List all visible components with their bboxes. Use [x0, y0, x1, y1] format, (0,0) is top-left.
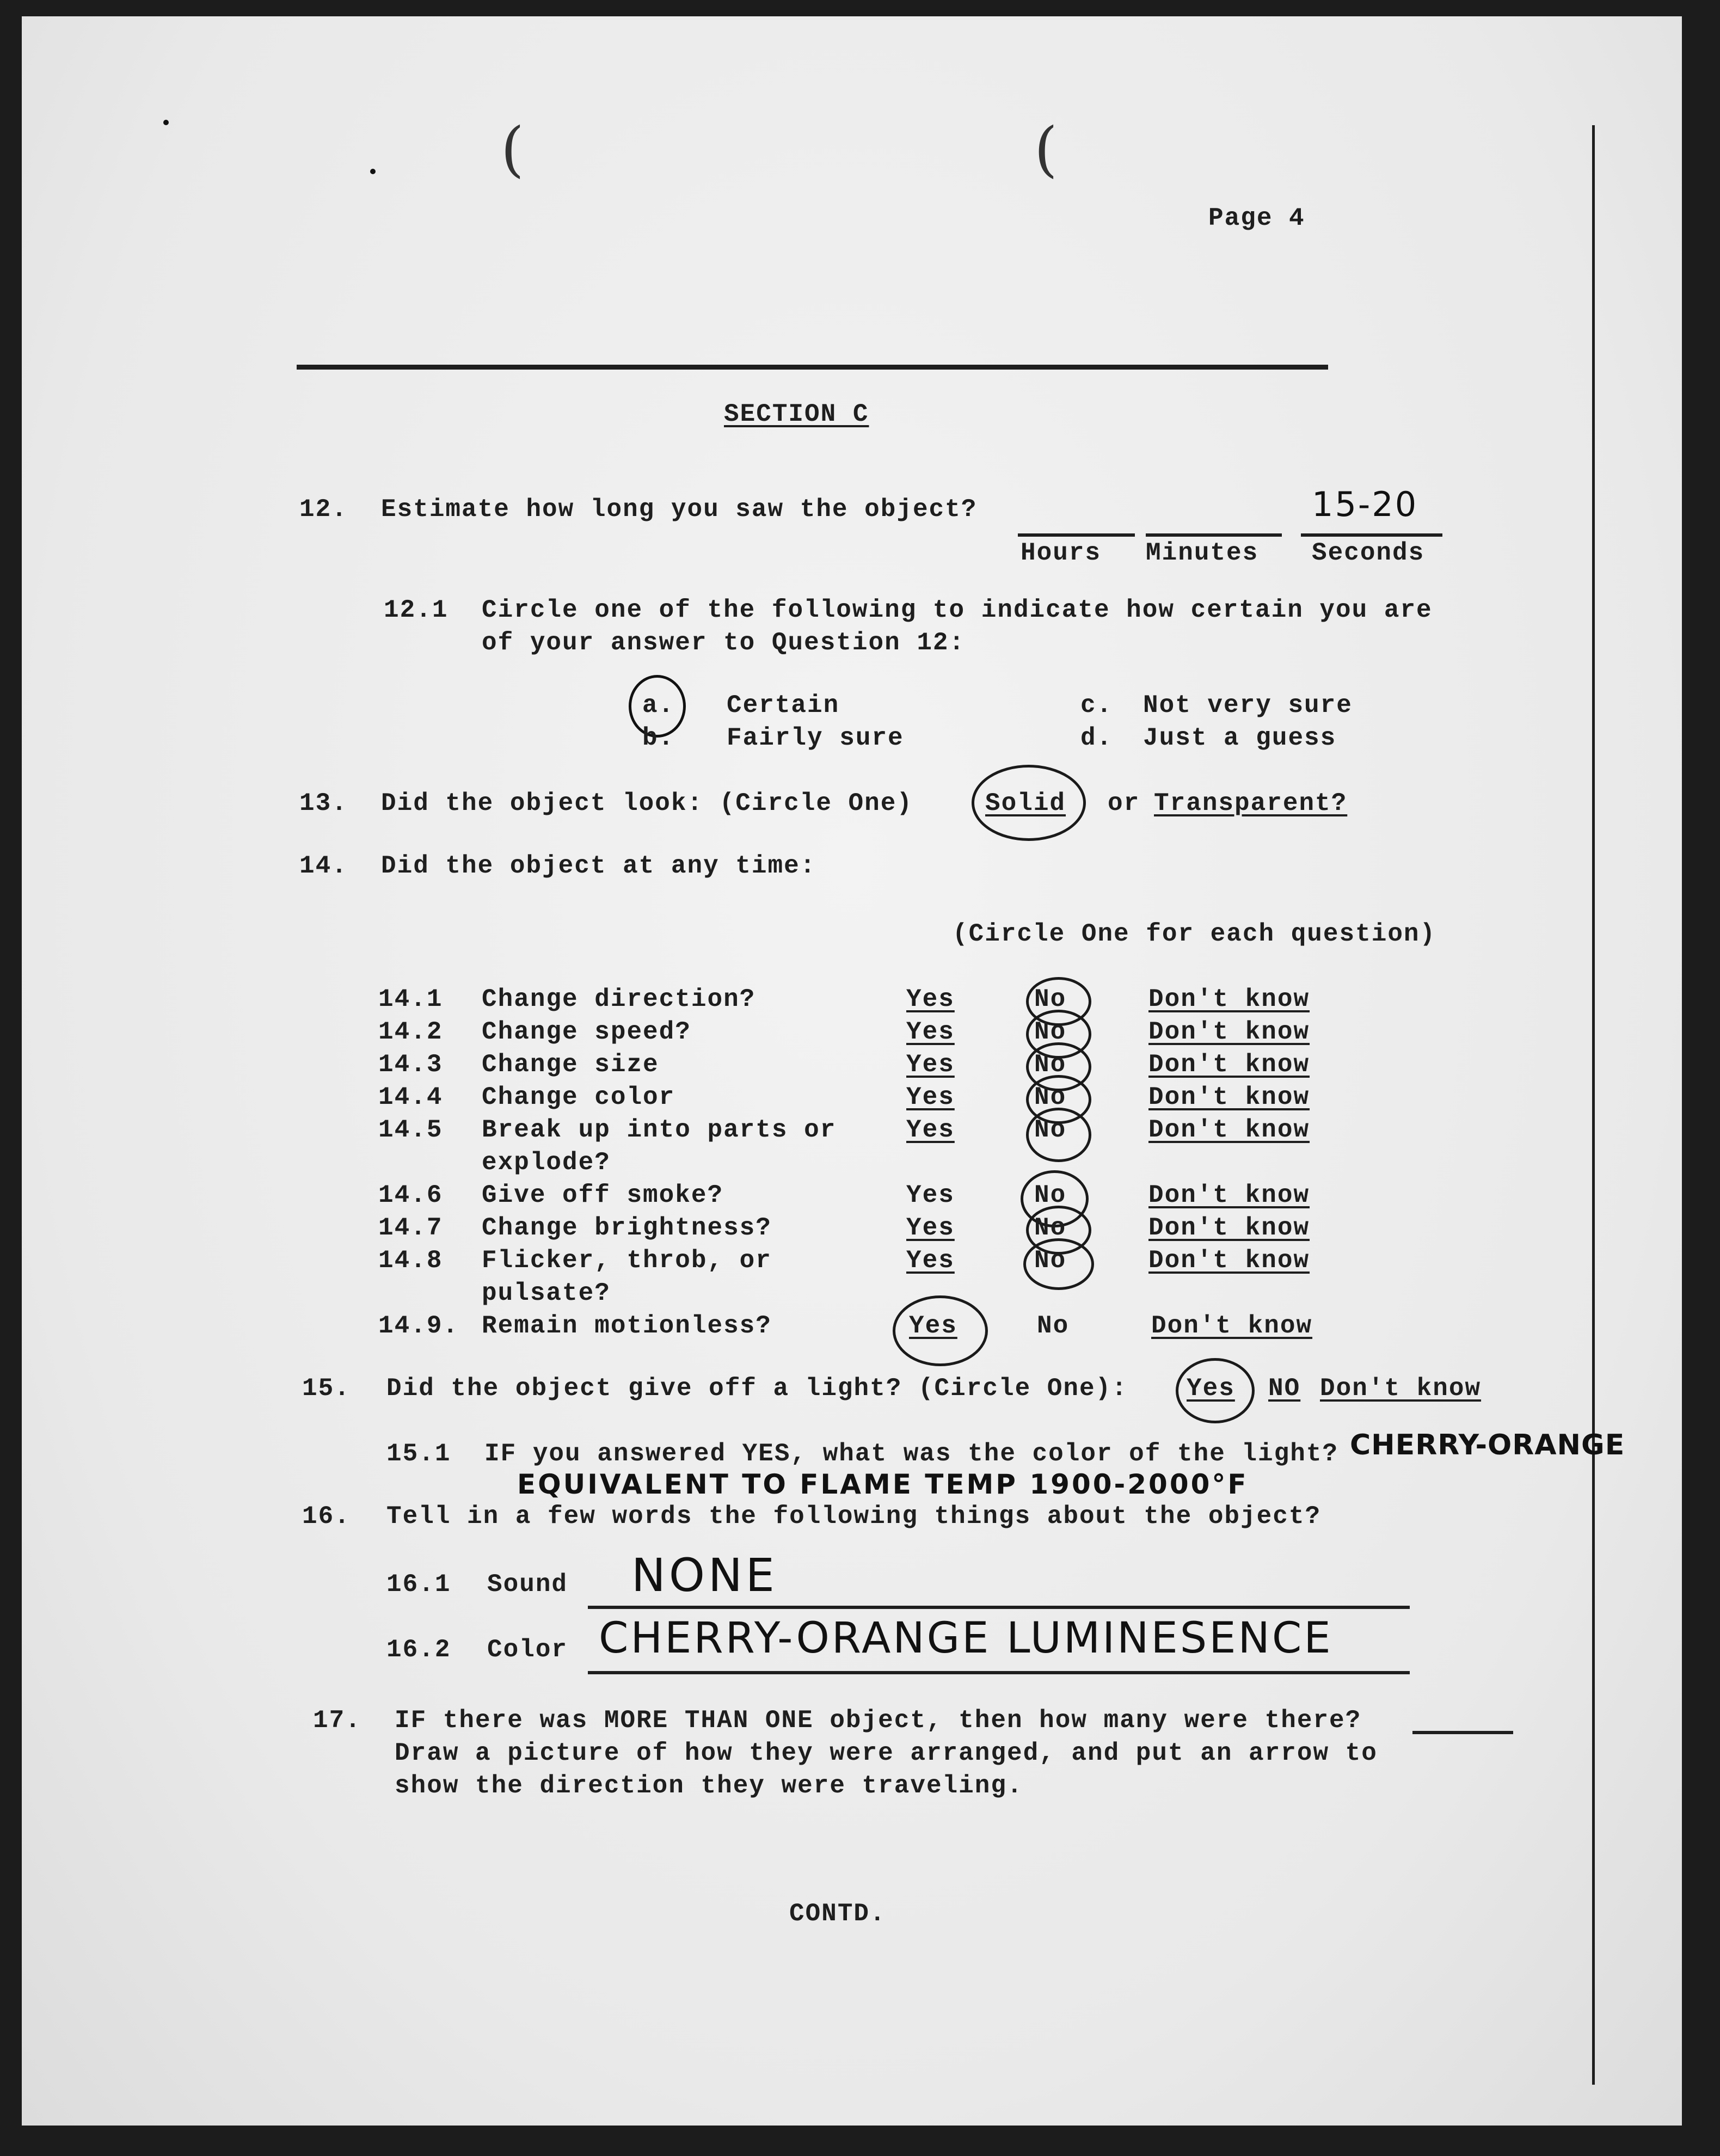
hours-line: [1018, 533, 1135, 537]
q14-item-number: 14.2: [378, 1018, 443, 1046]
q14-item-yes: Yes: [906, 1083, 955, 1111]
q14-item-dont-know: Don't know: [1148, 1051, 1310, 1079]
q13-number: 13.: [299, 789, 348, 818]
q14-item-no: No: [1037, 1312, 1070, 1340]
q17-line2: Draw a picture of how they were arranged, and put an arrow to: [395, 1739, 1378, 1767]
transparent-option: Transparent?: [1154, 789, 1348, 818]
q13-text: Did the object look: (Circle One): [381, 789, 913, 818]
q14-item-number: 14.3: [378, 1051, 443, 1079]
top-left-mark: (: [501, 114, 524, 184]
top-right-mark: (: [1034, 114, 1058, 184]
q14-item-number: 14.4: [378, 1083, 443, 1111]
minutes-line: [1146, 533, 1282, 537]
q14-item-label-line2: pulsate?: [482, 1279, 611, 1307]
q14-item-label: Change brightness?: [482, 1214, 772, 1242]
q12-1-number: 12.1: [384, 596, 449, 624]
option-c-letter: c.: [1080, 691, 1113, 720]
speck: [163, 120, 169, 125]
light-color-answer: CHERRY-ORANGE: [1350, 1429, 1625, 1461]
q14-item-dont-know: Don't know: [1148, 1246, 1310, 1275]
q12-1-line1: Circle one of the following to indicate how certain you are: [482, 596, 1433, 624]
q14-item-label: Change direction?: [482, 985, 756, 1013]
q14-item-dont-know: Don't know: [1148, 1181, 1310, 1209]
q14-item-yes: Yes: [906, 1051, 955, 1079]
q16-2-number: 16.2: [386, 1636, 451, 1664]
continued-label: CONTD.: [789, 1900, 886, 1928]
option-b-label: Fairly sure: [727, 724, 904, 752]
q15-1-text: IF you answered YES, what was the color of the light?: [484, 1440, 1339, 1468]
q15-number: 15.: [302, 1374, 351, 1403]
hours-label: Hours: [1021, 539, 1102, 567]
q14-item-number: 14.8: [378, 1246, 443, 1275]
q14-item-label: Change speed?: [482, 1018, 691, 1046]
section-title: SECTION C: [724, 400, 869, 428]
q12-number: 12.: [299, 495, 348, 524]
q14-item-no: No: [1034, 1018, 1067, 1046]
light-color-answer-line2: EQUIVALENT TO FLAME TEMP 1900-2000°F: [517, 1469, 1249, 1500]
q14-number: 14.: [299, 852, 348, 880]
document-page: [22, 16, 1682, 2126]
solid-option: Solid: [985, 789, 1066, 818]
q16-2-label: Color: [487, 1636, 568, 1664]
or-text: or: [1108, 789, 1140, 818]
light-yes-option: Yes: [1187, 1374, 1235, 1403]
q14-item-number: 14.6: [378, 1181, 443, 1209]
q14-item-label: Remain motionless?: [482, 1312, 772, 1340]
option-d-letter: d.: [1080, 724, 1113, 752]
minutes-label: Minutes: [1146, 539, 1259, 567]
q14-item-label-line2: explode?: [482, 1148, 611, 1177]
seconds-label: Seconds: [1312, 539, 1425, 567]
option-a-letter: a.: [642, 691, 675, 720]
q14-instruction: (Circle One for each question): [953, 920, 1436, 948]
q12-text: Estimate how long you saw the object?: [381, 495, 978, 524]
color-line: [588, 1671, 1410, 1674]
object-count-line: [1412, 1731, 1513, 1734]
q14-item-label: Change color: [482, 1083, 675, 1111]
q14-item-no: No: [1034, 1214, 1067, 1242]
q17-line3: show the direction they were traveling.: [395, 1772, 1023, 1800]
q14-item-no: No: [1034, 985, 1067, 1013]
q14-item-label: Break up into parts or: [482, 1116, 837, 1144]
q14-item-yes: Yes: [906, 985, 955, 1013]
q14-item-label: Flicker, throb, or: [482, 1246, 772, 1275]
q14-item-dont-know: Don't know: [1148, 985, 1310, 1013]
sound-line: [588, 1606, 1410, 1609]
q14-item-yes: Yes: [906, 1018, 955, 1046]
option-b-letter: b.: [642, 724, 675, 752]
q14-item-dont-know: Don't know: [1148, 1083, 1310, 1111]
q14-item-yes: Yes: [906, 1116, 955, 1144]
q14-item-number: 14.9.: [378, 1312, 459, 1340]
q17-number: 17.: [313, 1706, 361, 1735]
option-c-label: Not very sure: [1143, 691, 1353, 720]
q12-1-line2: of your answer to Question 12:: [482, 629, 966, 657]
q16-1-label: Sound: [487, 1570, 568, 1599]
q12-answer: 15-20: [1312, 484, 1418, 524]
speck: [370, 169, 376, 174]
sound-answer: NONE: [631, 1549, 778, 1602]
q14-item-number: 14.7: [378, 1214, 443, 1242]
q14-item-dont-know: Don't know: [1151, 1312, 1313, 1340]
q14-item-no: No: [1034, 1246, 1067, 1275]
q14-item-no: No: [1034, 1116, 1067, 1144]
q14-item-no: No: [1034, 1051, 1067, 1079]
q16-1-number: 16.1: [386, 1570, 451, 1599]
q14-item-dont-know: Don't know: [1148, 1018, 1310, 1046]
q15-1-number: 15.1: [386, 1440, 451, 1468]
q17-line1: IF there was MORE THAN ONE object, then how many were there?: [395, 1706, 1362, 1735]
q14-item-yes: Yes: [906, 1214, 955, 1242]
q16-number: 16.: [302, 1502, 351, 1531]
q14-item-number: 14.5: [378, 1116, 443, 1144]
q14-text: Did the object at any time:: [381, 852, 816, 880]
q14-item-dont-know: Don't know: [1148, 1116, 1310, 1144]
page-label: Page 4: [1208, 204, 1305, 232]
light-no-option: NO: [1268, 1374, 1301, 1403]
q15-text: Did the object give off a light? (Circle One):: [386, 1374, 1128, 1403]
light-dont-know-option: Don't know: [1320, 1374, 1482, 1403]
seconds-line: [1301, 533, 1442, 537]
q14-item-yes: Yes: [909, 1312, 957, 1340]
q14-item-yes: Yes: [906, 1246, 955, 1275]
q14-item-label: Change size: [482, 1051, 659, 1079]
section-divider: [297, 365, 1328, 370]
color-answer: CHERRY-ORANGE LUMINESENCE: [599, 1614, 1333, 1663]
q14-item-number: 14.1: [378, 985, 443, 1013]
q14-item-no: No: [1034, 1181, 1067, 1209]
q16-text: Tell in a few words the following things about the object?: [386, 1502, 1322, 1531]
q14-item-no: No: [1034, 1083, 1067, 1111]
q14-item-label: Give off smoke?: [482, 1181, 724, 1209]
option-d-label: Just a guess: [1143, 724, 1337, 752]
option-a-label: Certain: [727, 691, 840, 720]
right-border-line: [1592, 125, 1595, 2085]
q14-item-dont-know: Don't know: [1148, 1214, 1310, 1242]
q14-item-yes: Yes: [906, 1181, 955, 1209]
